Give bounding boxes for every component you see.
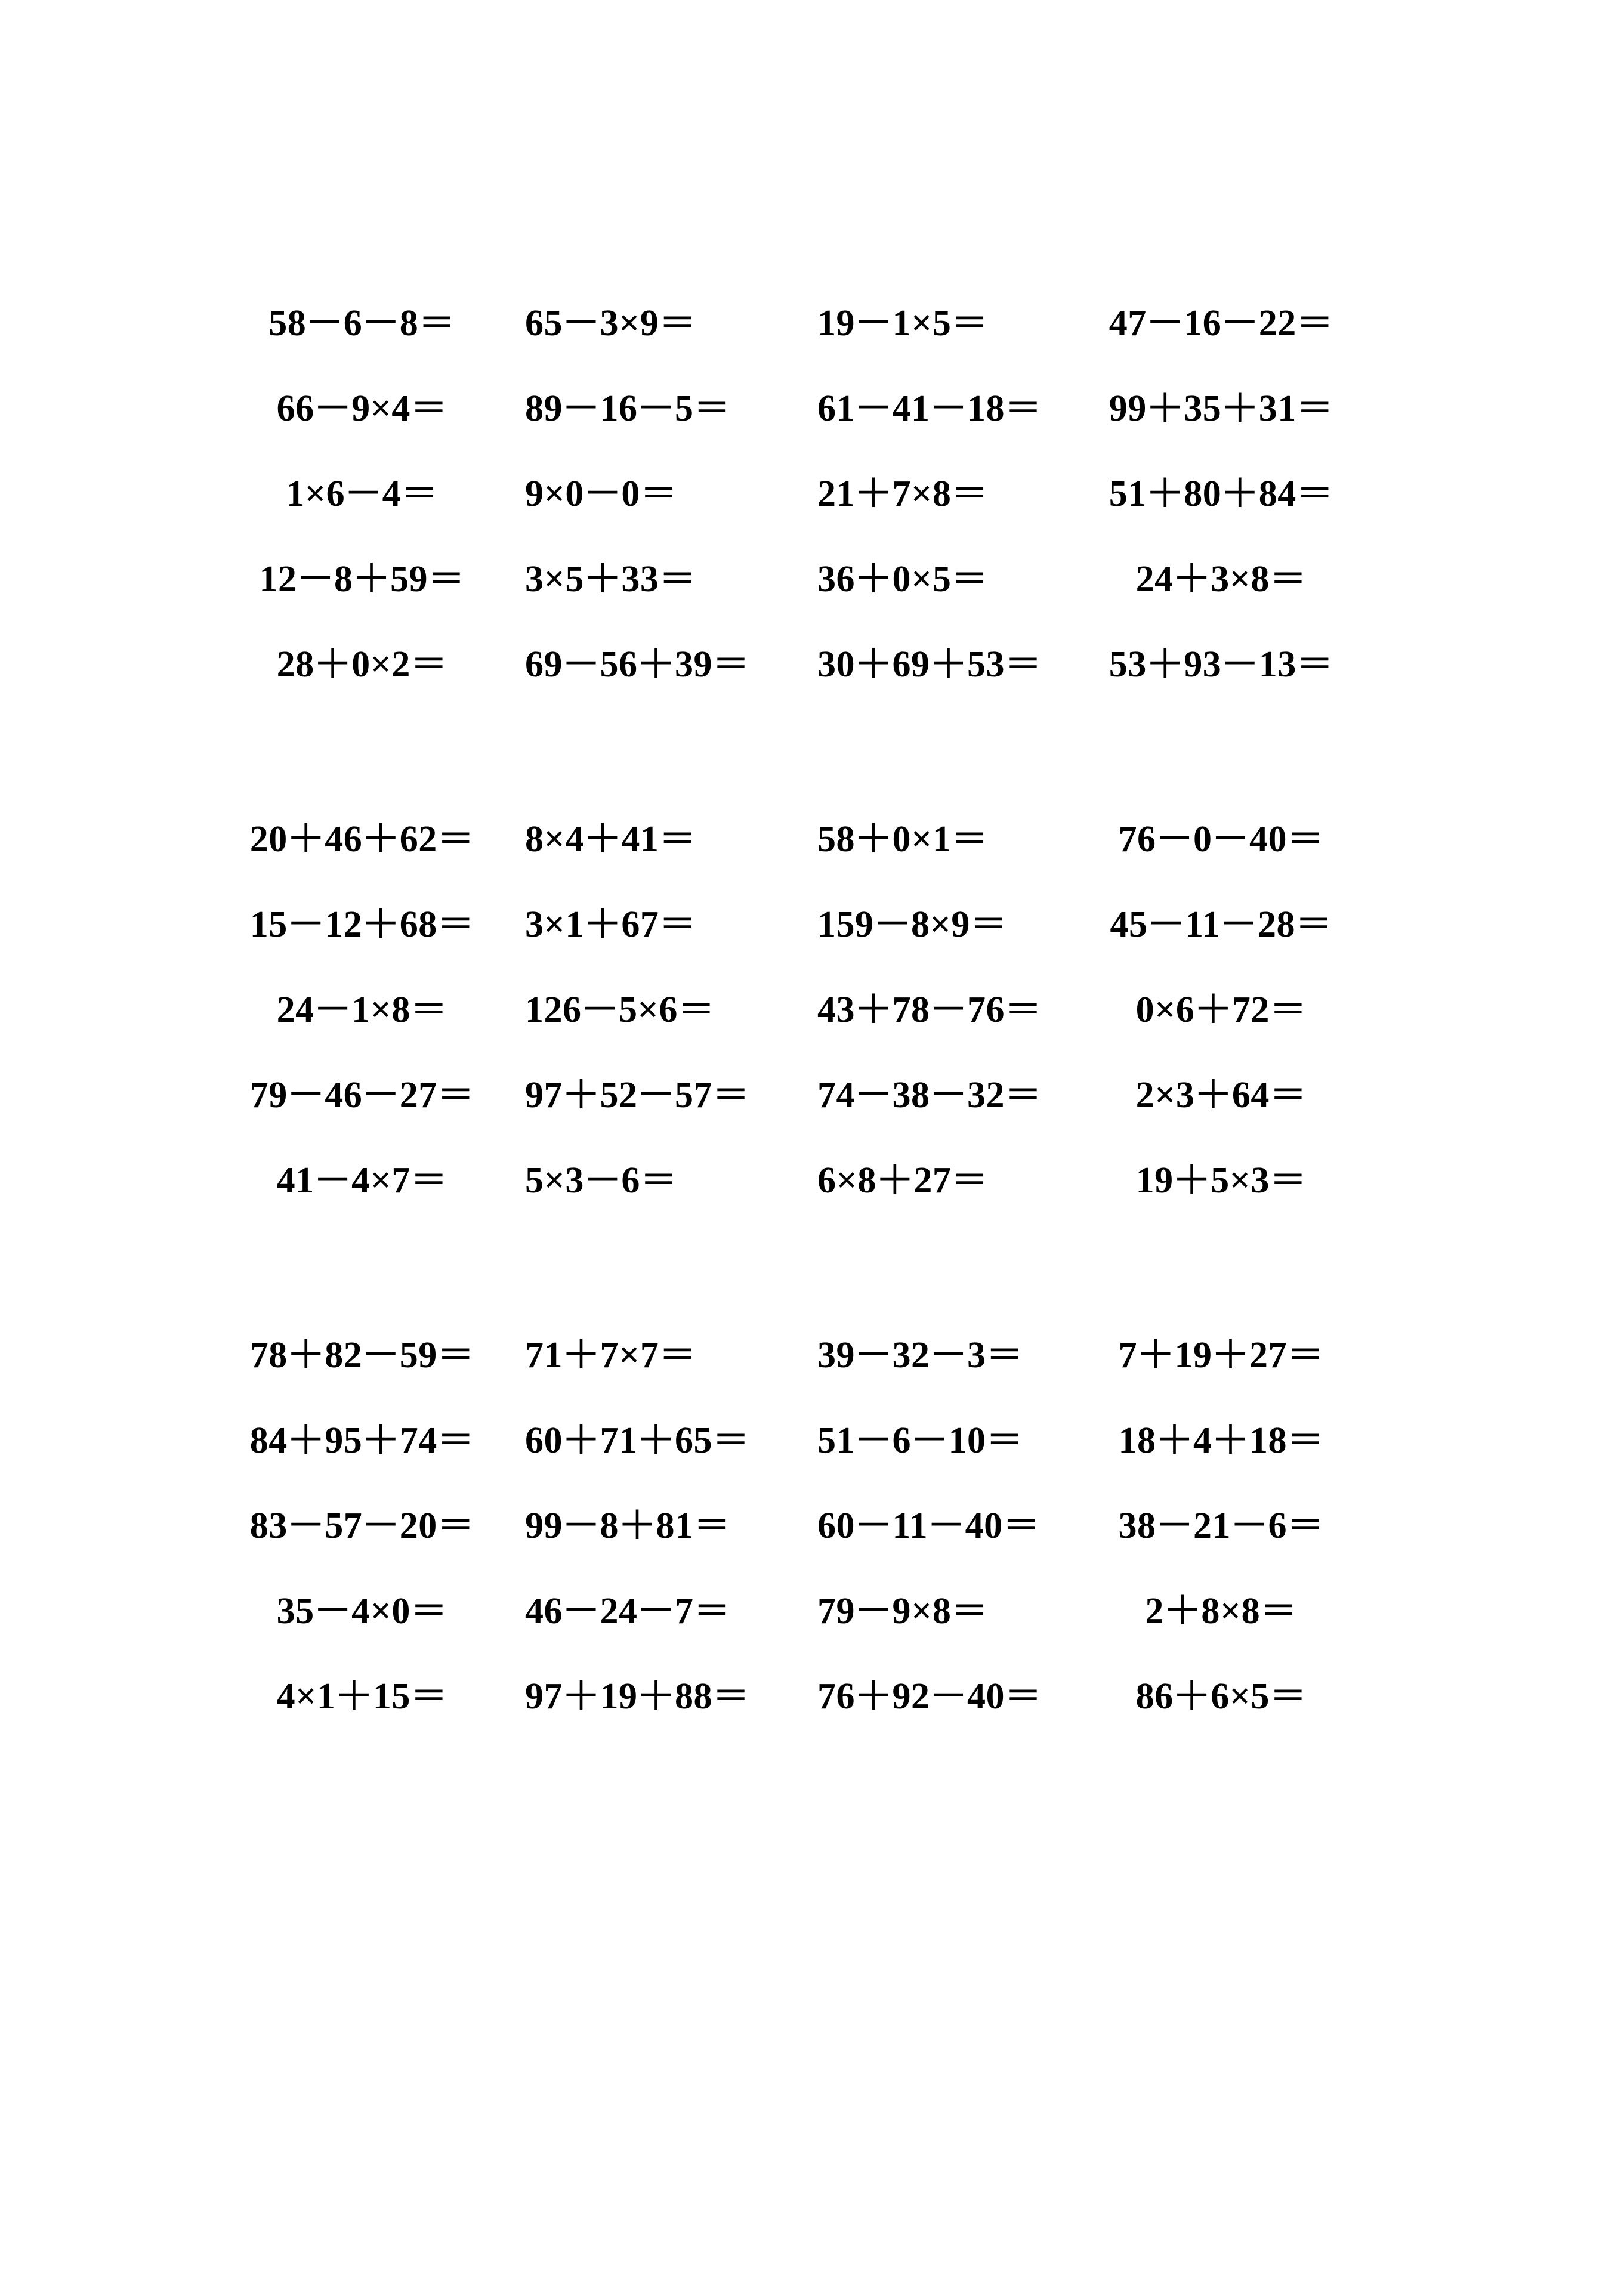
problem-cell (1074, 390, 1354, 427)
problem-row (233, 280, 1354, 366)
problem-row (233, 1654, 1354, 1739)
problem-cell (513, 1334, 794, 1376)
expression: 60＋71＋65＝ (525, 1420, 750, 1461)
problem-cell (233, 558, 513, 600)
problem-cell (794, 1507, 1074, 1544)
problem-row (233, 967, 1354, 1052)
expression: 12－8＋59＝ (259, 558, 465, 600)
problem-cell (233, 475, 513, 512)
problem-cell (233, 390, 513, 427)
problem-block-2 (233, 796, 1354, 1223)
expression: 84＋95＋74＝ (249, 1420, 475, 1461)
expression: 28＋0×2＝ (276, 644, 448, 685)
problem-cell (1074, 906, 1354, 943)
problem-sheet (233, 280, 1354, 1739)
expression: 58＋0×1＝ (817, 818, 989, 860)
problem-cell (1074, 1507, 1354, 1544)
expression: 21＋7×8＝ (817, 473, 989, 514)
problem-cell (233, 1162, 513, 1199)
problem-cell (1074, 1422, 1354, 1459)
expression: 38－21－6＝ (1118, 1505, 1324, 1546)
expression: 8×4＋41＝ (525, 818, 696, 860)
problem-cell (233, 302, 513, 344)
problem-cell (794, 390, 1074, 427)
problem-cell (1074, 1590, 1354, 1631)
problem-cell (1074, 558, 1354, 600)
problem-cell (513, 818, 794, 860)
expression: 58－6－8＝ (268, 302, 456, 344)
expression: 71＋7×7＝ (525, 1334, 696, 1376)
expression: 78＋82－59＝ (249, 1334, 475, 1376)
expression: 41－4×7＝ (276, 1160, 448, 1201)
expression: 45－11－28＝ (1110, 904, 1333, 945)
expression: 3×5＋33＝ (525, 558, 696, 600)
expression: 53＋93－13＝ (1109, 644, 1334, 685)
expression: 97＋52－57＝ (525, 1074, 750, 1115)
problem-row (233, 451, 1354, 536)
problem-cell (794, 1678, 1074, 1715)
problem-cell (513, 1507, 794, 1544)
problem-cell (1074, 475, 1354, 512)
expression: 5×3－6＝ (525, 1160, 678, 1201)
problem-cell (794, 991, 1074, 1028)
problem-cell (233, 1507, 513, 1544)
expression: 126－5×6＝ (525, 989, 715, 1030)
expression: 35－4×0＝ (276, 1590, 448, 1631)
expression: 20＋46＋62＝ (249, 818, 475, 860)
problem-cell (1074, 1678, 1354, 1715)
problem-cell (233, 1422, 513, 1459)
expression: 46－24－7＝ (525, 1590, 731, 1631)
problem-cell (794, 1074, 1074, 1115)
expression: 79－46－27＝ (249, 1074, 475, 1115)
problem-cell (513, 390, 794, 427)
expression: 24－1×8＝ (276, 989, 448, 1030)
expression: 3×1＋67＝ (525, 904, 696, 945)
expression: 65－3×9＝ (525, 302, 696, 344)
problem-cell (233, 906, 513, 943)
problem-row (233, 366, 1354, 451)
problem-cell (794, 818, 1074, 860)
problem-block-3 (233, 1312, 1354, 1739)
problem-cell (513, 646, 794, 683)
expression: 76＋92－40＝ (817, 1676, 1042, 1717)
problem-cell (794, 906, 1074, 943)
problem-cell (794, 1162, 1074, 1199)
expression: 9×0－0＝ (525, 473, 678, 514)
expression: 99－8＋81＝ (525, 1505, 731, 1546)
expression: 19＋5×3＝ (1135, 1160, 1307, 1201)
problem-cell (1074, 1074, 1354, 1115)
expression: 36＋0×5＝ (817, 558, 989, 600)
problem-row (233, 1398, 1354, 1483)
problem-row (233, 1568, 1354, 1654)
expression: 69－56＋39＝ (525, 644, 750, 685)
problem-cell (233, 1334, 513, 1376)
problem-cell (233, 818, 513, 860)
expression: 51＋80＋84＝ (1109, 473, 1334, 514)
expression: 18＋4＋18＝ (1118, 1420, 1324, 1461)
problem-row (233, 536, 1354, 622)
problem-row (233, 622, 1354, 707)
problem-cell (1074, 1334, 1354, 1376)
expression: 30＋69＋53＝ (817, 644, 1042, 685)
expression: 51－6－10＝ (817, 1420, 1024, 1461)
problem-block-1 (233, 280, 1354, 707)
expression: 1×6－4＝ (286, 473, 439, 514)
expression: 24＋3×8＝ (1135, 558, 1307, 600)
expression: 89－16－5＝ (525, 388, 731, 429)
problem-row (233, 1312, 1354, 1398)
problem-cell (794, 558, 1074, 600)
problem-cell (233, 1678, 513, 1715)
problem-row (233, 1483, 1354, 1568)
problem-cell (513, 1074, 794, 1115)
expression: 15－12＋68＝ (249, 904, 475, 945)
problem-row (233, 1052, 1354, 1138)
expression: 99＋35＋31＝ (1109, 388, 1334, 429)
expression: 159－8×9＝ (817, 904, 1008, 945)
problem-cell (513, 558, 794, 600)
expression: 74－38－32＝ (817, 1074, 1042, 1115)
expression: 79－9×8＝ (817, 1590, 989, 1631)
problem-cell (233, 646, 513, 683)
problem-cell (1074, 991, 1354, 1028)
problem-cell (233, 991, 513, 1028)
problem-cell (1074, 646, 1354, 683)
expression: 19－1×5＝ (817, 302, 989, 344)
problem-row (233, 1138, 1354, 1223)
expression: 4×1＋15＝ (276, 1676, 448, 1717)
problem-cell (233, 1590, 513, 1631)
expression: 7＋19＋27＝ (1118, 1334, 1324, 1376)
problem-cell (513, 475, 794, 512)
problem-cell (1074, 818, 1354, 860)
expression: 86＋6×5＝ (1135, 1676, 1307, 1717)
expression: 61－41－18＝ (817, 388, 1042, 429)
problem-cell (513, 1422, 794, 1459)
problem-cell (794, 1590, 1074, 1631)
problem-cell (513, 302, 794, 344)
expression: 66－9×4＝ (276, 388, 448, 429)
expression: 60－11－40＝ (817, 1505, 1041, 1546)
expression: 2×3＋64＝ (1135, 1074, 1307, 1115)
expression: 6×8＋27＝ (817, 1160, 989, 1201)
expression: 0×6＋72＝ (1135, 989, 1307, 1030)
problem-cell (794, 302, 1074, 344)
problem-cell (513, 991, 794, 1028)
problem-cell (513, 906, 794, 943)
problem-cell (794, 1334, 1074, 1376)
expression: 97＋19＋88＝ (525, 1676, 750, 1717)
problem-cell (513, 1162, 794, 1199)
problem-cell (1074, 302, 1354, 344)
expression: 39－32－3＝ (817, 1334, 1024, 1376)
expression: 83－57－20＝ (249, 1505, 475, 1546)
problem-row (233, 882, 1354, 967)
problem-cell (513, 1590, 794, 1631)
problem-cell (1074, 1162, 1354, 1199)
problem-cell (794, 646, 1074, 683)
problem-cell (794, 475, 1074, 512)
expression: 47－16－22＝ (1109, 302, 1334, 344)
expression: 76－0－40＝ (1118, 818, 1324, 860)
problem-cell (794, 1422, 1074, 1459)
expression: 43＋78－76＝ (817, 989, 1042, 1030)
problem-cell (513, 1678, 794, 1715)
problem-row (233, 796, 1354, 882)
expression: 2＋8×8＝ (1145, 1590, 1298, 1631)
problem-cell (233, 1074, 513, 1115)
